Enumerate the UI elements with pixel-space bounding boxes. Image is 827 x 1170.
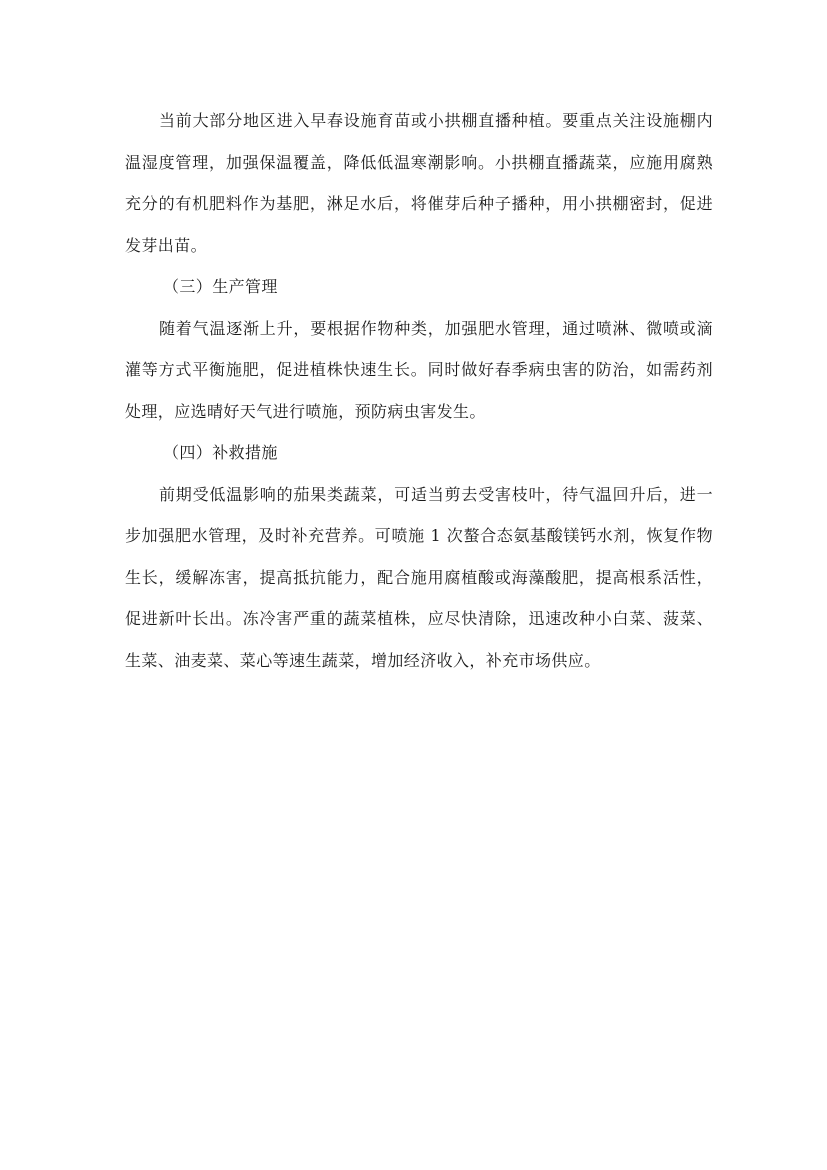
- document-body: [125, 100, 713, 681]
- section-heading-remedial-measures: （四）补救措施: [163, 443, 278, 462]
- paragraph-early-spring-planting: 当前大部分地区进入早春设施育苗或小拱棚直播种植。要重点关注设施棚内温湿度管理，加强保温覆盖，降低低温寒潮影响。小拱棚直播蔬菜，应施用腐熟充分的有机肥料作为基肥，淋足水后，将催芽后种子播种，用小拱棚密封，促进发芽出苗。: [125, 111, 713, 255]
- section-heading-production-management: （三）生产管理: [163, 277, 278, 296]
- paragraph-production-management: 随着气温逐渐上升，要根据作物种类，加强肥水管理，通过喷淋、微喷或滴灌等方式平衡施肥，促进植株快速生长。同时做好春季病虫害的防治，如需药剂处理，应选晴好天气进行喷施，预防病虫害发生。: [125, 318, 713, 421]
- paragraph-remedial-measures: 前期受低温影响的茄果类蔬菜，可适当剪去受害枝叶，待气温回升后，进一步加强肥水管理，及时补充营养。可喷施 1 次螯合态氨基酸镁钙水剂，恢复作物生长，缓解冻害，提高抵抗能力，配合施用腐植酸或海藻酸肥，提高根系活性，促进新叶长出。冻冷害严重的蔬菜植株，应尽快清除，迅速改种小白菜、菠菜、生菜、油麦菜、菜心等速生蔬菜，增加经济收入，补充市场供应。: [125, 484, 713, 670]
